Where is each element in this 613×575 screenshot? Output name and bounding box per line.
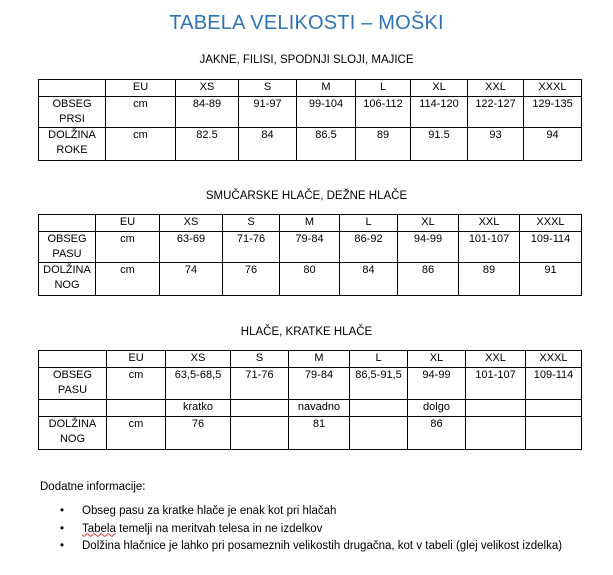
table-cell: 99-104: [297, 97, 356, 128]
header-cell: L: [356, 80, 411, 97]
table-cell: 79-84: [289, 368, 350, 400]
header-cell: L: [340, 215, 398, 232]
table-cell: 91.5: [411, 128, 468, 161]
table-cell: 84: [340, 263, 398, 296]
list-item: [40, 521, 585, 539]
header-cell: S: [239, 80, 297, 97]
table-cell: 63,5-68,5: [166, 368, 231, 400]
table-header-row: [39, 215, 582, 232]
header-cell: [39, 351, 107, 368]
table-cell: dolgo: [408, 400, 466, 417]
list-item-text: Dolžina hlačnice je lahko pri posameznih velikostih drugačna, kot v tabeli (glej velikost izdelka): [82, 540, 563, 552]
table-cell: cm: [107, 368, 166, 400]
table-cell: [526, 417, 582, 450]
table-row: [39, 400, 582, 417]
header-cell: EU: [106, 80, 176, 97]
table-cell: 94-99: [408, 368, 466, 400]
table-row: [39, 128, 582, 161]
header-cell: [39, 80, 106, 97]
header-cell: M: [297, 80, 356, 97]
header-cell: XL: [408, 351, 466, 368]
header-cell: XXXL: [520, 215, 582, 232]
table-cell: cm: [106, 97, 176, 128]
table-cell: [231, 417, 289, 450]
row-label: OBSEG PASU: [39, 232, 96, 263]
table-cell: 84: [239, 128, 297, 161]
bullet-icon: •: [60, 540, 65, 552]
table-3-heading: HLAČE, KRATKE HLAČE: [240, 326, 373, 338]
size-table-ski-pants: [38, 214, 582, 296]
table-row: [39, 232, 582, 263]
table-cell: 86: [398, 263, 459, 296]
table-cell: [466, 417, 526, 450]
header-cell: XXL: [468, 80, 524, 97]
table-cell: 76: [223, 263, 280, 296]
table-header-row: [39, 351, 582, 368]
header-cell: S: [231, 351, 289, 368]
list-item: [40, 503, 585, 521]
table-cell: 80: [280, 263, 340, 296]
table-cell: 91-97: [239, 97, 297, 128]
header-cell: XL: [411, 80, 468, 97]
header-cell: XXL: [466, 351, 526, 368]
header-cell: EU: [107, 351, 166, 368]
header-cell: XL: [398, 215, 459, 232]
table-cell: 93: [468, 128, 524, 161]
table-cell: [350, 417, 408, 450]
table-cell: 74: [160, 263, 223, 296]
header-cell: [39, 215, 96, 232]
table-cell: 91: [520, 263, 582, 296]
row-label: DOLŽINA NOG: [39, 417, 107, 450]
bullet-icon: •: [60, 522, 65, 535]
row-label: OBSEG PRSI: [39, 97, 106, 128]
table-cell: 76: [166, 417, 231, 450]
header-cell: M: [289, 351, 350, 368]
table-cell: 79-84: [280, 232, 340, 263]
table-cell: 86,5-91,5: [350, 368, 408, 400]
size-table-trousers: [38, 350, 582, 450]
row-label: DOLŽINA ROKE: [39, 128, 106, 161]
table-cell: cm: [106, 128, 176, 161]
table-1-heading: JAKNE, FILISI, SPODNJI SLOJI, MAJICE: [199, 54, 414, 66]
table-cell: 63-69: [160, 232, 223, 263]
table-header-row: [39, 80, 582, 97]
info-list: [40, 503, 585, 556]
table-cell: 94: [524, 128, 582, 161]
page-title: TABELA VELIKOSTI – MOŠKI: [169, 12, 444, 34]
table-cell: 86: [408, 417, 466, 450]
table-row: [39, 368, 582, 400]
list-item-text: Obseg pasu za kratke hlače je enak kot pri hlačah: [82, 505, 337, 517]
table-2-heading: SMUČARSKE HLAČE, DEŽNE HLAČE: [205, 190, 408, 202]
table-cell: 89: [459, 263, 520, 296]
table-cell: 129-135: [524, 97, 582, 128]
table-cell: [466, 400, 526, 417]
header-cell: XS: [176, 80, 239, 97]
header-cell: XS: [166, 351, 231, 368]
header-cell: M: [280, 215, 340, 232]
table-row: [39, 417, 582, 450]
header-cell: L: [350, 351, 408, 368]
bullet-icon: •: [60, 505, 65, 517]
spellcheck-word: Tabela: [82, 522, 116, 535]
table-row: [39, 263, 582, 296]
table-cell: 86-92: [340, 232, 398, 263]
table-cell: cm: [107, 417, 166, 450]
table-cell: 86.5: [297, 128, 356, 161]
table-cell: [350, 400, 408, 417]
table-cell: 114-120: [411, 97, 468, 128]
header-cell: XXL: [459, 215, 520, 232]
header-cell: S: [223, 215, 280, 232]
table-cell: 94-99: [398, 232, 459, 263]
table-cell: 89: [356, 128, 411, 161]
table-cell: cm: [96, 232, 160, 263]
list-item: [40, 538, 585, 556]
table-cell: [231, 400, 289, 417]
table-cell: 71-76: [223, 232, 280, 263]
table-cell: [526, 400, 582, 417]
table-cell: 81: [289, 417, 350, 450]
table-cell: 109-114: [526, 368, 582, 400]
info-heading: Dodatne informacije:: [40, 481, 146, 493]
table-row: [39, 97, 582, 128]
table-cell: 84-89: [176, 97, 239, 128]
list-item-text: temelji na meritvah telesa in ne izdelkov: [115, 522, 323, 535]
table-cell: cm: [96, 263, 160, 296]
size-table-jackets: [38, 79, 582, 161]
row-label: [39, 400, 107, 417]
table-cell: navadno: [289, 400, 350, 417]
header-cell: XXXL: [526, 351, 582, 368]
table-cell: 71-76: [231, 368, 289, 400]
table-cell: 101-107: [459, 232, 520, 263]
row-label: DOLŽINA NOG: [39, 263, 96, 296]
row-label: OBSEG PASU: [39, 368, 107, 400]
table-cell: 122-127: [468, 97, 524, 128]
header-cell: XXXL: [524, 80, 582, 97]
table-cell: [107, 400, 166, 417]
header-cell: XS: [160, 215, 223, 232]
table-cell: 106-112: [356, 97, 411, 128]
table-cell: 101-107: [466, 368, 526, 400]
table-cell: 82.5: [176, 128, 239, 161]
table-cell: 109-114: [520, 232, 582, 263]
table-cell: kratko: [166, 400, 231, 417]
header-cell: EU: [96, 215, 160, 232]
